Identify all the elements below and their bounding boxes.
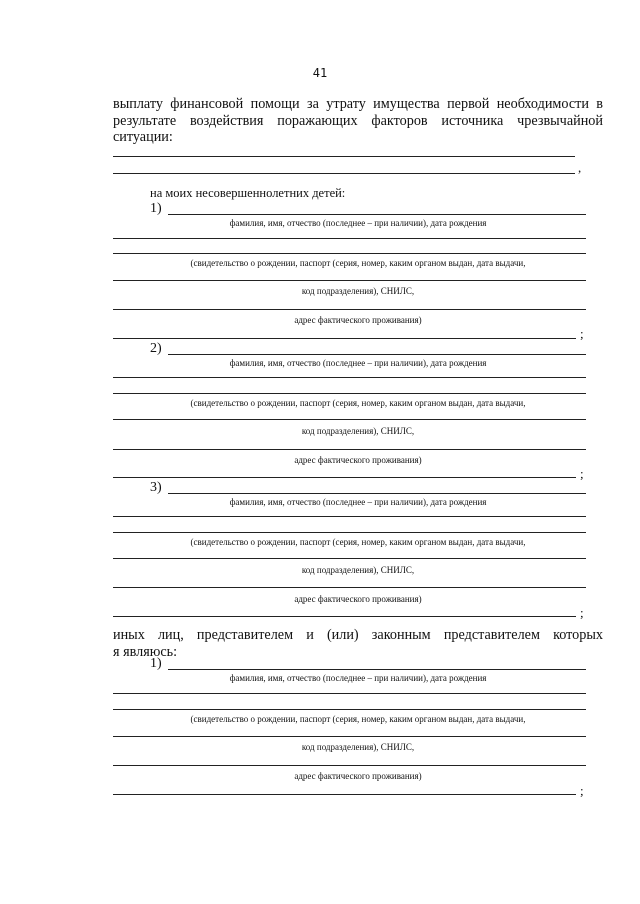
fill-line[interactable] — [113, 253, 586, 254]
caption-code: код подразделения), СНИЛС, — [301, 742, 415, 752]
caption-address: адрес фактического проживания) — [294, 594, 422, 604]
fill-line[interactable] — [168, 493, 586, 494]
caption-document: (свидетельство о рождении, паспорт (серия, номер, каким органом выдан, дата выдачи, — [190, 714, 526, 724]
intro-line-3: ситуации: — [113, 129, 173, 145]
semicolon-mark: ; — [580, 466, 584, 481]
fill-line[interactable] — [168, 214, 586, 215]
caption-code: код подразделения), СНИЛС, — [301, 426, 415, 436]
fill-line[interactable] — [113, 709, 586, 710]
others-line-1: иных лиц, представителем и (или) законным представителем которых — [113, 627, 603, 643]
caption-name: фамилия, имя, отчество (последнее – при наличии), дата рождения — [229, 497, 487, 507]
caption-name: фамилия, имя, отчество (последнее – при наличии), дата рождения — [229, 218, 487, 228]
fill-line[interactable] — [113, 449, 586, 450]
caption-code: код подразделения), СНИЛС, — [301, 286, 415, 296]
caption-document: (свидетельство о рождении, паспорт (серия, номер, каким органом выдан, дата выдачи, — [190, 537, 526, 547]
page-number: 41 — [312, 66, 328, 80]
entry-number: 1) — [150, 201, 162, 216]
caption-address: адрес фактического проживания) — [294, 771, 422, 781]
fill-line[interactable] — [113, 173, 575, 174]
fill-line[interactable] — [113, 587, 586, 588]
fill-line[interactable] — [113, 736, 586, 737]
fill-line[interactable] — [113, 765, 586, 766]
fill-line[interactable] — [113, 377, 586, 378]
intro-line-2: результате воздействия поражающих факторов источника чрезвычайной — [113, 112, 603, 129]
comma-mark: , — [578, 160, 582, 175]
fill-line[interactable] — [113, 338, 576, 339]
fill-line[interactable] — [113, 693, 586, 694]
fill-line[interactable] — [113, 558, 586, 559]
fill-line[interactable] — [113, 532, 586, 533]
fill-line[interactable] — [113, 516, 586, 517]
others-line-2: я являюсь: — [113, 643, 178, 660]
fill-line[interactable] — [113, 238, 586, 239]
entry-number: 3) — [150, 480, 162, 495]
fill-line[interactable] — [113, 156, 575, 157]
caption-document: (свидетельство о рождении, паспорт (серия, номер, каким органом выдан, дата выдачи, — [190, 258, 526, 268]
caption-document: (свидетельство о рождении, паспорт (серия, номер, каким органом выдан, дата выдачи, — [190, 398, 526, 408]
intro-line-1: выплату финансовой помощи за утрату имущества первой необходимости в — [113, 96, 603, 112]
caption-address: адрес фактического проживания) — [294, 455, 422, 465]
semicolon-mark: ; — [580, 783, 584, 798]
fill-line[interactable] — [113, 794, 576, 795]
fill-line[interactable] — [113, 419, 586, 420]
caption-name: фамилия, имя, отчество (последнее – при наличии), дата рождения — [229, 358, 487, 368]
caption-name: фамилия, имя, отчество (последнее – при наличии), дата рождения — [229, 673, 487, 683]
fill-line[interactable] — [113, 477, 576, 478]
others-paragraph — [113, 627, 603, 660]
semicolon-mark: ; — [580, 605, 584, 620]
semicolon-mark: ; — [580, 326, 584, 341]
entry-number: 2) — [150, 341, 162, 356]
fill-line[interactable] — [113, 616, 576, 617]
intro-paragraph — [113, 96, 603, 146]
children-heading: на моих несовершеннолетних детей: — [150, 186, 346, 200]
fill-line[interactable] — [113, 280, 586, 281]
fill-line[interactable] — [168, 354, 586, 355]
fill-line[interactable] — [113, 309, 586, 310]
entry-number: 1) — [150, 656, 162, 671]
fill-line[interactable] — [113, 393, 586, 394]
caption-code: код подразделения), СНИЛС, — [301, 565, 415, 575]
caption-address: адрес фактического проживания) — [294, 315, 422, 325]
fill-line[interactable] — [168, 669, 586, 670]
